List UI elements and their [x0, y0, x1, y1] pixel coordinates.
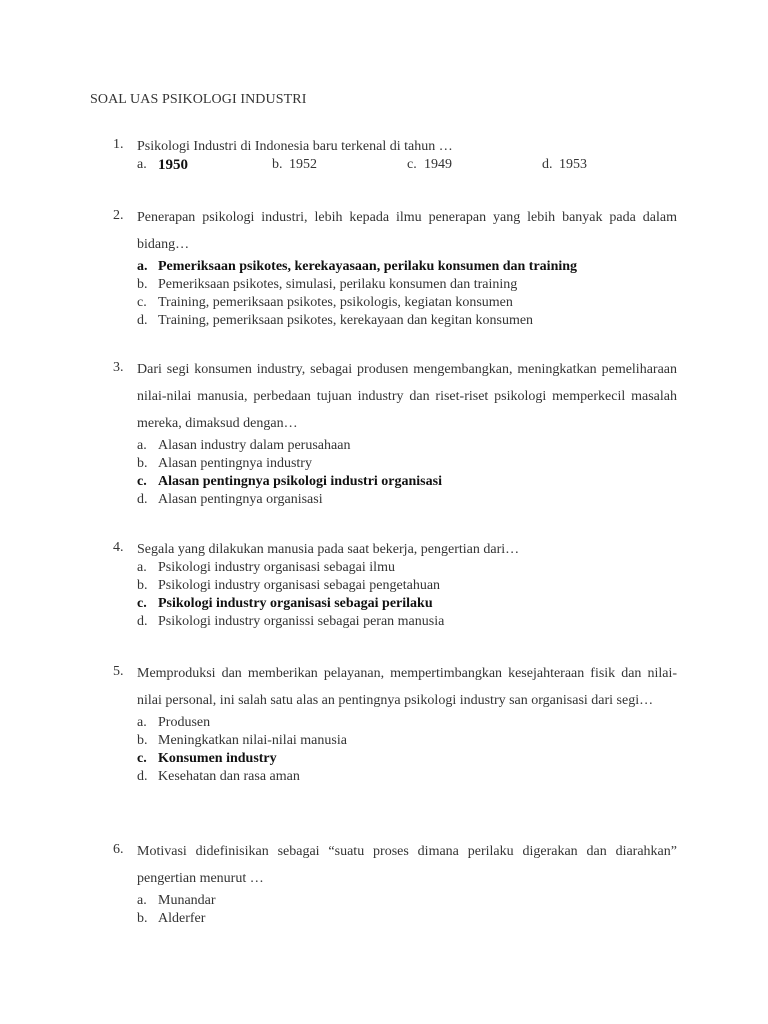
option-b: [137, 577, 677, 595]
option-letter: a.: [137, 438, 147, 453]
option-letter: b.: [137, 456, 148, 471]
option-c: [137, 473, 677, 491]
option-letter: a.: [137, 560, 147, 575]
option-text-correct: Alasan pentingnya psikologi industri organisasi: [158, 474, 442, 489]
option-text: 1953: [559, 157, 587, 172]
option-text: Alasan pentingnya organisasi: [158, 492, 323, 507]
option-b: [137, 455, 677, 473]
option-text: Meningkatkan nilai-nilai manusia: [158, 733, 347, 748]
option-letter: d.: [137, 492, 148, 507]
option-text: Psikologi industry organisasi sebagai pengetahuan: [158, 578, 441, 593]
option-c: [137, 294, 677, 312]
option-letter: b.: [137, 277, 148, 292]
option-letter: b.: [137, 578, 148, 593]
option-text-correct: Pemeriksaan psikotes, kerekayasaan, perilaku konsumen dan training: [158, 259, 578, 274]
option-d: [137, 768, 677, 786]
option-letter: c.: [137, 751, 147, 766]
options-list: [137, 714, 677, 786]
option-text: Training, pemeriksaan psikotes, kerekayaan dan kegitan konsumen: [158, 313, 534, 328]
question-1: [113, 137, 677, 174]
question-text: Segala yang dilakukan manusia pada saat bekerja, pengertian dari…: [137, 542, 520, 557]
option-letter: c.: [407, 157, 417, 172]
option-d: [137, 312, 677, 330]
option-text: Produsen: [158, 715, 211, 730]
option-letter: b.: [272, 157, 283, 172]
option-text: Munandar: [158, 893, 216, 908]
option-c: [407, 156, 542, 174]
question-number: 6.: [113, 842, 124, 857]
question-number: 3.: [113, 360, 124, 375]
option-text-correct: Konsumen industry: [158, 751, 277, 766]
option-text: Kesehatan dan rasa aman: [158, 769, 300, 784]
option-b: [272, 156, 407, 174]
option-letter: a.: [137, 715, 147, 730]
option-c: [137, 750, 677, 768]
option-letter: a.: [137, 893, 147, 908]
page-title: SOAL UAS PSIKOLOGI INDUSTRI: [90, 92, 307, 107]
option-letter: c.: [137, 596, 147, 611]
option-a: [137, 156, 272, 174]
option-letter: d.: [542, 157, 553, 172]
question-text: Psikologi Industri di Indonesia baru terkenal di tahun …: [137, 139, 453, 154]
option-text: Alasan pentingnya industry: [158, 456, 312, 471]
option-text-correct: Psikologi industry organisasi sebagai perilaku: [158, 596, 433, 611]
question-4: [113, 540, 677, 631]
question-text: Motivasi didefinisikan sebagai “suatu proses dimana perilaku digerakan dan diarahkan” pengertian menurut …: [137, 844, 677, 886]
option-text-correct: 1950: [158, 157, 188, 173]
option-text: Pemeriksaan psikotes, simulasi, perilaku konsumen dan training: [158, 277, 518, 292]
question-text: Memproduksi dan memberikan pelayanan, mempertimbangkan kesejahteraan fisik dan nilai-nilai personal, ini salah satu alas an pentingnya psikologi industry san organisasi dari segi…: [137, 666, 677, 708]
option-letter: b.: [137, 911, 148, 926]
option-a: [137, 559, 677, 577]
option-a: [137, 258, 677, 276]
question-text: Penerapan psikologi industri, lebih kepada ilmu penerapan yang lebih banyak pada dalam bidang…: [137, 210, 677, 252]
option-text: Psikologi industry organisasi sebagai ilmu: [158, 560, 395, 575]
question-3: [113, 356, 677, 509]
question-number: 2.: [113, 208, 124, 223]
question-number: 5.: [113, 664, 124, 679]
option-d: [137, 491, 677, 509]
option-text: 1952: [289, 157, 317, 172]
option-a: [137, 714, 677, 732]
question-5: [113, 660, 677, 786]
options-list: [137, 437, 677, 509]
question-text: Dari segi konsumen industry, sebagai produsen mengembangkan, meningkatkan pemeliharaan nilai-nilai manusia, perbedaan tujuan industry dan riset-riset psikologi memperkecil masalah mereka, dimaksud dengan…: [137, 362, 677, 431]
options-row: [137, 156, 677, 174]
option-text: Alasan industry dalam perusahaan: [158, 438, 351, 453]
option-d: [542, 156, 677, 174]
option-a: [137, 437, 677, 455]
question-2: [113, 204, 677, 330]
option-d: [137, 613, 677, 631]
option-text: 1949: [424, 157, 452, 172]
option-letter: d.: [137, 614, 148, 629]
question-6: [113, 838, 677, 928]
option-a: [137, 892, 677, 910]
option-text: Alderfer: [158, 911, 206, 926]
option-letter: a.: [137, 157, 147, 172]
option-text: Training, pemeriksaan psikotes, psikologis, kegiatan konsumen: [158, 295, 513, 310]
option-letter: b.: [137, 733, 148, 748]
option-letter: c.: [137, 474, 147, 489]
option-letter: a.: [137, 259, 148, 274]
option-b: [137, 276, 677, 294]
options-list: [137, 258, 677, 330]
options-list: [137, 559, 677, 631]
option-letter: c.: [137, 295, 147, 310]
options-list: [137, 892, 677, 928]
option-text: Psikologi industry organissi sebagai peran manusia: [158, 614, 445, 629]
question-number: 4.: [113, 540, 124, 555]
option-c: [137, 595, 677, 613]
option-b: [137, 732, 677, 750]
question-number: 1.: [113, 137, 124, 152]
option-letter: d.: [137, 769, 148, 784]
option-b: [137, 910, 677, 928]
option-letter: d.: [137, 313, 148, 328]
